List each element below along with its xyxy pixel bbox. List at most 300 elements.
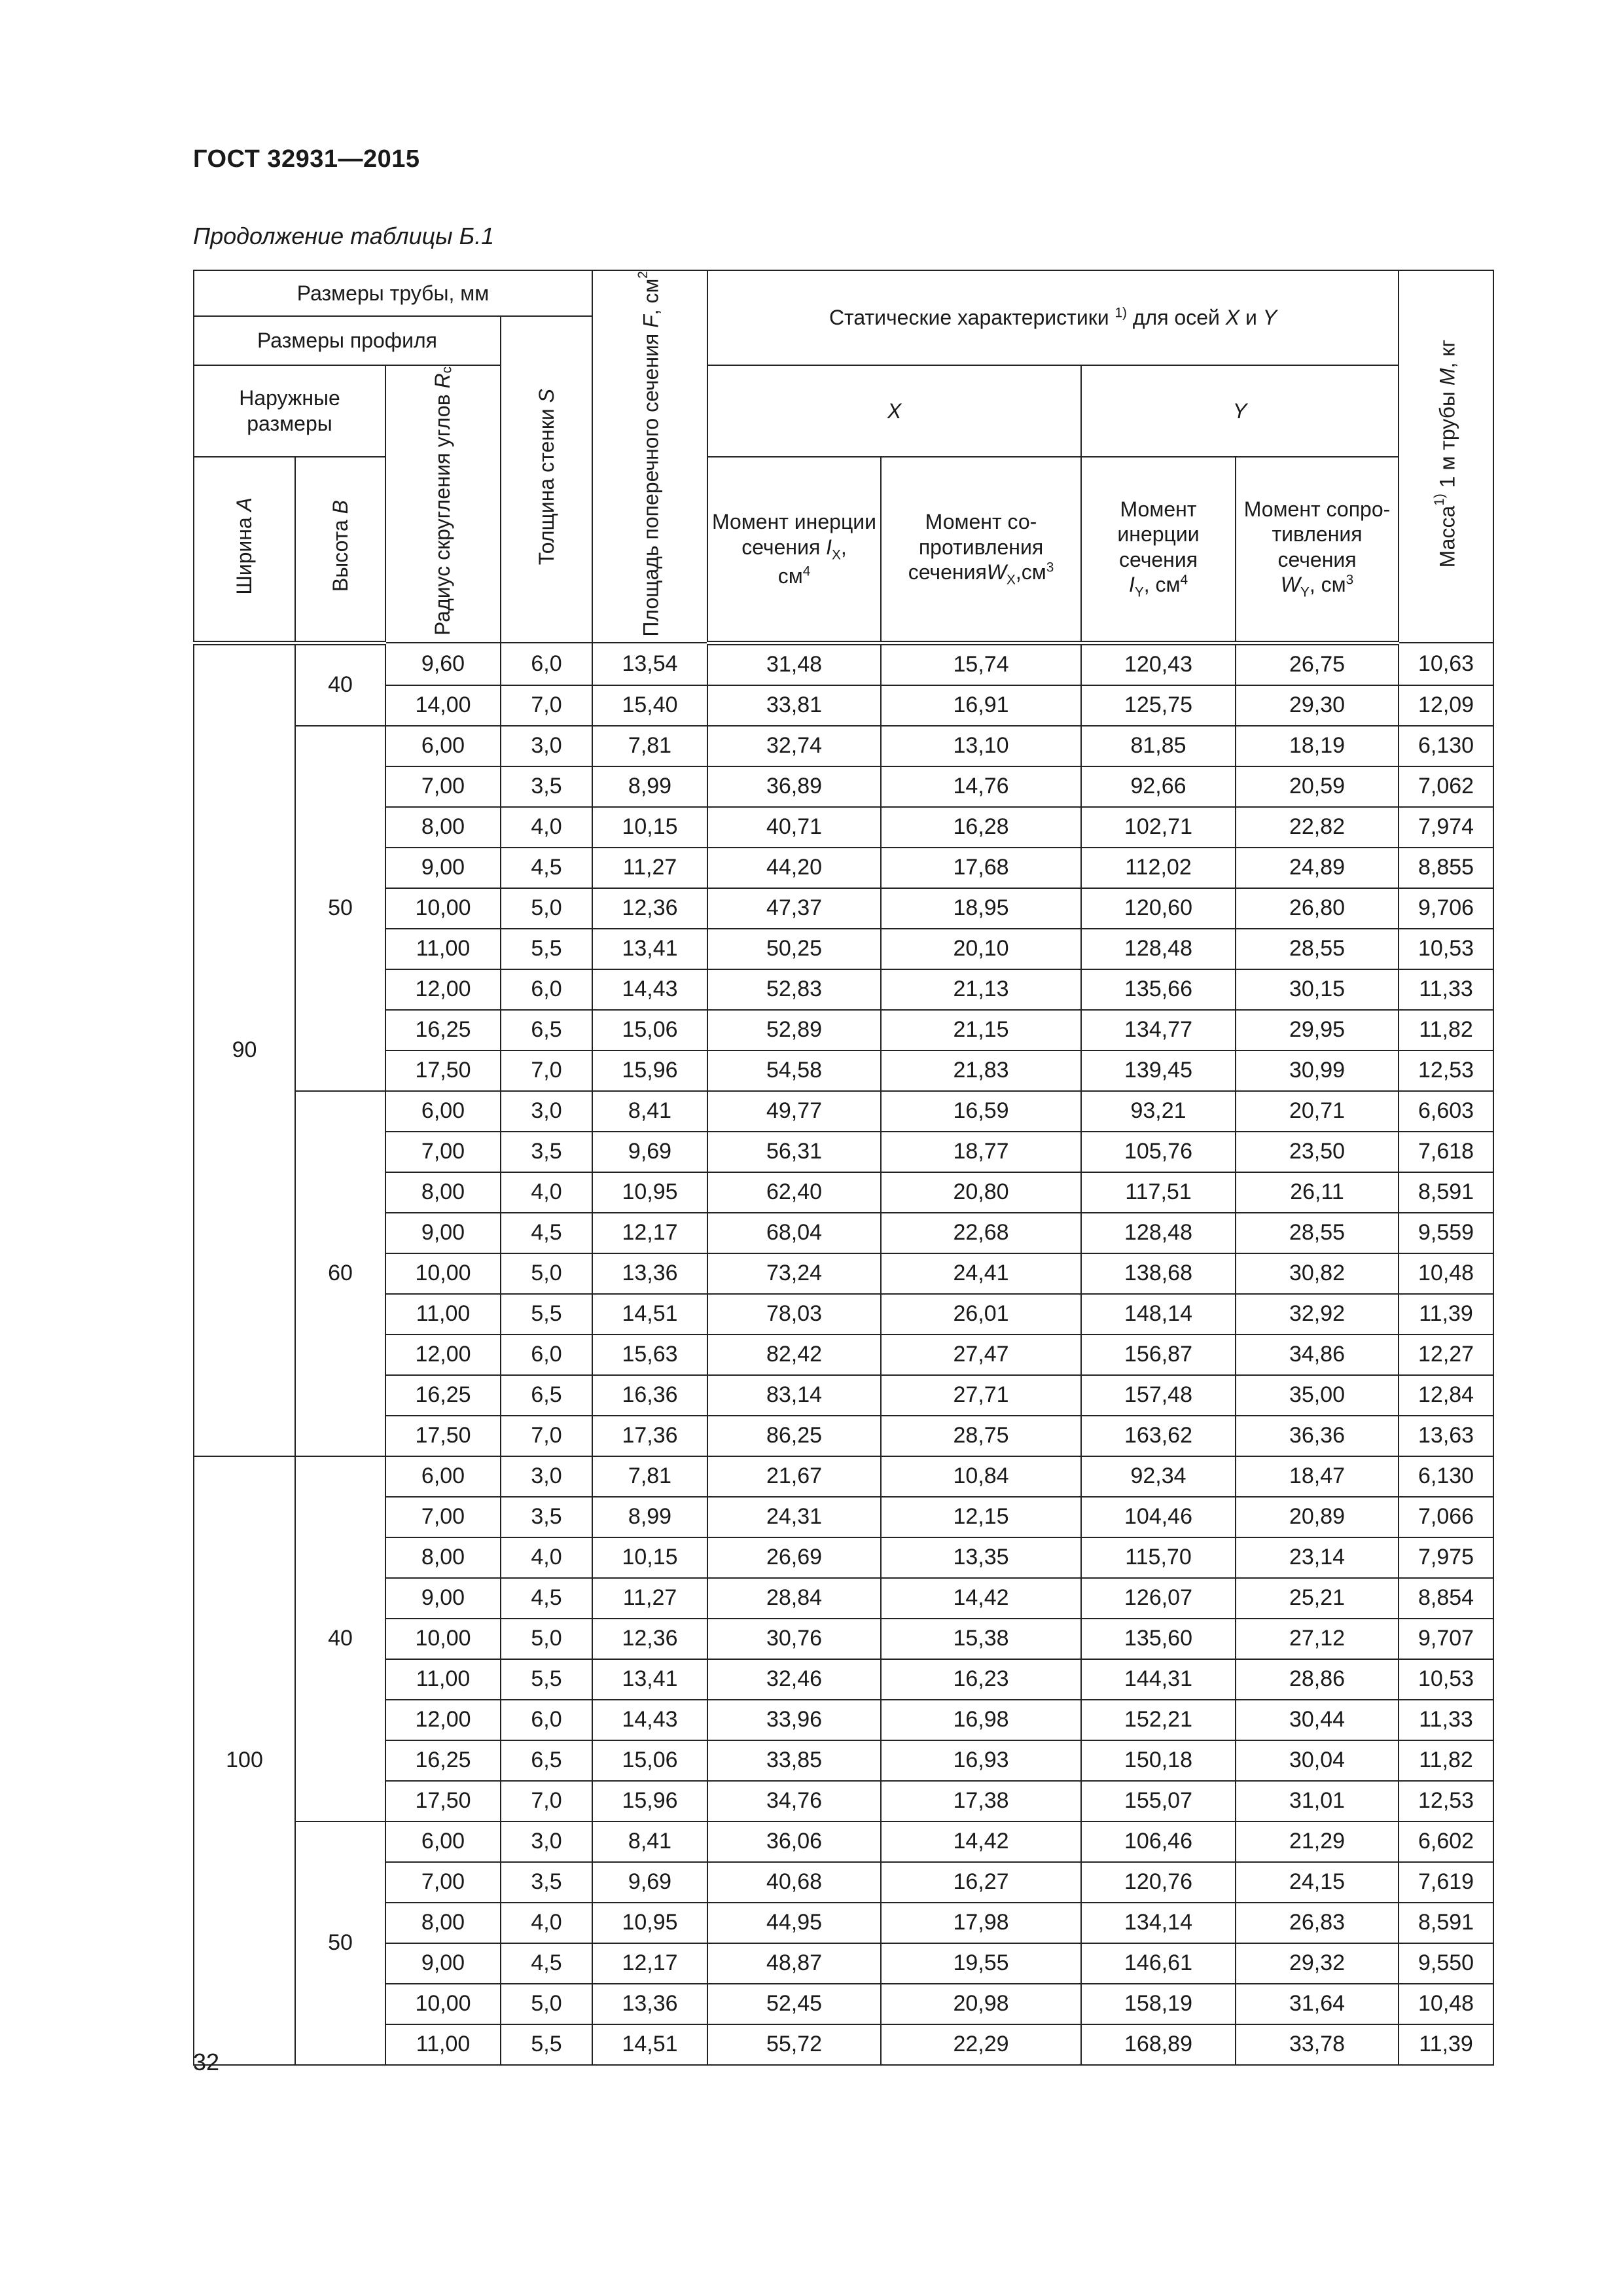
header-area: Площадь поперечного сечения F, $см^2$ [592,270,707,643]
header-resistance-y: Момент сопро-тивления сечения $W_Y$, $см^3$ [1236,457,1399,643]
inertia-x-cell: 52,83 [707,969,881,1010]
inertia-x-cell: 78,03 [707,1294,881,1335]
table-row [194,929,1493,969]
table-row [194,1903,1493,1943]
mass-cell: 13,63 [1399,1416,1493,1456]
inertia-y-cell: 112,02 [1081,848,1236,888]
radius-cell: 10,00 [385,1253,501,1294]
inertia-y-cell: 158,19 [1081,1984,1236,2024]
wall-cell: 6,5 [501,1740,592,1781]
mass-cell: 7,619 [1399,1862,1493,1903]
wall-cell: 5,0 [501,1619,592,1659]
wall-cell: 5,5 [501,929,592,969]
radius-cell: 7,00 [385,766,501,807]
area-cell: 15,40 [592,685,707,726]
table-row [194,1619,1493,1659]
table-row [194,1172,1493,1213]
inertia-x-cell: 32,74 [707,726,881,766]
wall-cell: 6,5 [501,1010,592,1050]
radius-cell: 8,00 [385,1903,501,1943]
resistance-y-cell: 30,44 [1236,1700,1399,1740]
table-row [194,1050,1493,1091]
resistance-y-cell: 29,95 [1236,1010,1399,1050]
resistance-y-cell: 26,80 [1236,888,1399,929]
table-row [194,1213,1493,1253]
mass-cell: 12,84 [1399,1375,1493,1416]
mass-cell: 11,82 [1399,1010,1493,1050]
inertia-y-cell: 105,76 [1081,1132,1236,1172]
wall-cell: 3,0 [501,726,592,766]
table-row [194,1456,1493,1497]
table-row [194,888,1493,929]
wall-cell: 6,5 [501,1375,592,1416]
resistance-y-cell: 25,21 [1236,1578,1399,1619]
radius-cell: 6,00 [385,1456,501,1497]
area-cell: 13,41 [592,929,707,969]
mass-cell: 11,33 [1399,1700,1493,1740]
mass-cell: 10,48 [1399,1253,1493,1294]
area-cell: 14,43 [592,1700,707,1740]
resistance-x-cell: 15,38 [881,1619,1081,1659]
inertia-y-cell: 115,70 [1081,1537,1236,1578]
resistance-y-cell: 20,89 [1236,1497,1399,1537]
resistance-x-cell: 14,42 [881,1821,1081,1862]
inertia-y-cell: 134,77 [1081,1010,1236,1050]
inertia-y-cell: 139,45 [1081,1050,1236,1091]
radius-cell: 9,00 [385,848,501,888]
radius-cell: 17,50 [385,1416,501,1456]
wall-cell: 3,0 [501,1821,592,1862]
wall-cell: 3,0 [501,1091,592,1132]
height-cell: 40 [295,643,385,726]
radius-cell: 8,00 [385,1537,501,1578]
resistance-x-cell: 17,38 [881,1781,1081,1821]
wall-cell: 5,5 [501,2024,592,2065]
table-row [194,1821,1493,1862]
height-cell: 50 [295,1821,385,2065]
table-row [194,1253,1493,1294]
area-cell: 15,96 [592,1050,707,1091]
resistance-y-cell: 22,82 [1236,807,1399,848]
radius-cell: 11,00 [385,2024,501,2065]
mass-cell: 11,39 [1399,1294,1493,1335]
area-cell: 13,41 [592,1659,707,1700]
radius-cell: 16,25 [385,1375,501,1416]
resistance-y-cell: 18,47 [1236,1456,1399,1497]
resistance-x-cell: 17,68 [881,848,1081,888]
wall-cell: 5,0 [501,1253,592,1294]
radius-cell: 7,00 [385,1862,501,1903]
inertia-y-cell: 134,14 [1081,1903,1236,1943]
table-row [194,643,1493,685]
area-cell: 12,17 [592,1213,707,1253]
header-mass: Масса$^{1)}$ 1 м трубы M, кг [1399,270,1493,643]
resistance-y-cell: 23,14 [1236,1537,1399,1578]
area-cell: 15,63 [592,1335,707,1375]
wall-cell: 4,5 [501,1578,592,1619]
height-cell: 50 [295,726,385,1091]
table-row [194,1091,1493,1132]
header-static-characteristics: Статические характеристики $^{1)}$ для осей X и Y [707,270,1399,365]
resistance-x-cell: 16,59 [881,1091,1081,1132]
header-inertia-x: Момент инерции сечения $I_X$, $см^4$ [707,457,881,643]
radius-cell: 16,25 [385,1010,501,1050]
inertia-x-cell: 44,95 [707,1903,881,1943]
resistance-x-cell: 16,98 [881,1700,1081,1740]
resistance-y-cell: 20,71 [1236,1091,1399,1132]
table-row [194,1294,1493,1335]
area-cell: 14,43 [592,969,707,1010]
inertia-x-cell: 33,81 [707,685,881,726]
inertia-x-cell: 44,20 [707,848,881,888]
area-cell: 7,81 [592,1456,707,1497]
area-cell: 13,36 [592,1253,707,1294]
mass-cell: 12,09 [1399,685,1493,726]
radius-cell: 7,00 [385,1132,501,1172]
inertia-y-cell: 150,18 [1081,1740,1236,1781]
resistance-x-cell: 20,80 [881,1172,1081,1213]
wall-cell: 4,0 [501,1172,592,1213]
header-wall-thickness: Толщина стенки S [501,316,592,643]
inertia-y-cell: 104,46 [1081,1497,1236,1537]
mass-cell: 10,63 [1399,643,1493,685]
radius-cell: 12,00 [385,1335,501,1375]
inertia-x-cell: 55,72 [707,2024,881,2065]
radius-cell: 8,00 [385,1172,501,1213]
resistance-x-cell: 24,41 [881,1253,1081,1294]
area-cell: 9,69 [592,1862,707,1903]
wall-cell: 4,5 [501,1213,592,1253]
area-cell: 9,69 [592,1132,707,1172]
mass-cell: 11,82 [1399,1740,1493,1781]
header-width: Ширина A [194,457,295,643]
resistance-x-cell: 26,01 [881,1294,1081,1335]
table-row [194,1335,1493,1375]
table-row [194,1862,1493,1903]
inertia-y-cell: 156,87 [1081,1335,1236,1375]
mass-cell: 7,062 [1399,766,1493,807]
resistance-x-cell: 16,93 [881,1740,1081,1781]
mass-cell: 8,591 [1399,1172,1493,1213]
table-row [194,766,1493,807]
table-row [194,1010,1493,1050]
radius-cell: 11,00 [385,929,501,969]
mass-cell: 9,550 [1399,1943,1493,1984]
wall-cell: 7,0 [501,1416,592,1456]
wall-cell: 5,0 [501,1984,592,2024]
area-cell: 14,51 [592,2024,707,2065]
inertia-x-cell: 48,87 [707,1943,881,1984]
table-row [194,1132,1493,1172]
mass-cell: 6,130 [1399,726,1493,766]
wall-cell: 3,5 [501,1497,592,1537]
table-caption: Продолжение таблицы Б.1 [193,223,495,249]
radius-cell: 12,00 [385,969,501,1010]
area-cell: 17,36 [592,1416,707,1456]
area-cell: 15,06 [592,1740,707,1781]
inertia-x-cell: 30,76 [707,1619,881,1659]
inertia-x-cell: 83,14 [707,1375,881,1416]
area-cell: 12,17 [592,1943,707,1984]
resistance-x-cell: 22,29 [881,2024,1081,2065]
resistance-x-cell: 16,91 [881,685,1081,726]
resistance-y-cell: 26,83 [1236,1903,1399,1943]
inertia-y-cell: 146,61 [1081,1943,1236,1984]
wall-cell: 6,0 [501,1700,592,1740]
area-cell: 13,36 [592,1984,707,2024]
inertia-y-cell: 168,89 [1081,2024,1236,2065]
area-cell: 8,99 [592,1497,707,1537]
mass-cell: 7,066 [1399,1497,1493,1537]
mass-cell: 7,974 [1399,807,1493,848]
standard-title: ГОСТ 32931—2015 [193,145,420,173]
resistance-y-cell: 26,75 [1236,643,1399,685]
inertia-y-cell: 138,68 [1081,1253,1236,1294]
area-cell: 15,96 [592,1781,707,1821]
table-row [194,1943,1493,1984]
inertia-y-cell: 126,07 [1081,1578,1236,1619]
resistance-y-cell: 28,55 [1236,929,1399,969]
inertia-y-cell: 102,71 [1081,807,1236,848]
resistance-y-cell: 33,78 [1236,2024,1399,2065]
table-row [194,848,1493,888]
area-cell: 11,27 [592,1578,707,1619]
area-cell: 11,27 [592,848,707,888]
resistance-y-cell: 27,12 [1236,1619,1399,1659]
radius-cell: 8,00 [385,807,501,848]
inertia-x-cell: 28,84 [707,1578,881,1619]
inertia-y-cell: 144,31 [1081,1659,1236,1700]
radius-cell: 14,00 [385,685,501,726]
inertia-y-cell: 135,66 [1081,969,1236,1010]
resistance-y-cell: 32,92 [1236,1294,1399,1335]
header-pipe-dimensions: Размеры трубы, мм [194,270,592,316]
inertia-y-cell: 93,21 [1081,1091,1236,1132]
inertia-x-cell: 68,04 [707,1213,881,1253]
header-corner-radius: Радиус скругления углов $R_с$ [385,365,501,643]
resistance-y-cell: 29,30 [1236,685,1399,726]
wall-cell: 5,0 [501,888,592,929]
inertia-x-cell: 34,76 [707,1781,881,1821]
resistance-y-cell: 30,15 [1236,969,1399,1010]
height-cell: 60 [295,1091,385,1456]
resistance-x-cell: 13,10 [881,726,1081,766]
inertia-y-cell: 120,60 [1081,888,1236,929]
height-cell: 40 [295,1456,385,1821]
resistance-x-cell: 14,42 [881,1578,1081,1619]
inertia-y-cell: 135,60 [1081,1619,1236,1659]
mass-cell: 9,706 [1399,888,1493,929]
inertia-y-cell: 152,21 [1081,1700,1236,1740]
mass-cell: 8,854 [1399,1578,1493,1619]
radius-cell: 17,50 [385,1050,501,1091]
inertia-x-cell: 32,46 [707,1659,881,1700]
radius-cell: 9,60 [385,643,501,685]
table-row [194,1375,1493,1416]
radius-cell: 10,00 [385,1984,501,2024]
area-cell: 12,36 [592,888,707,929]
resistance-x-cell: 12,15 [881,1497,1081,1537]
inertia-x-cell: 40,68 [707,1862,881,1903]
mass-cell: 11,33 [1399,969,1493,1010]
resistance-y-cell: 30,82 [1236,1253,1399,1294]
wall-cell: 3,5 [501,766,592,807]
resistance-y-cell: 36,36 [1236,1416,1399,1456]
wall-cell: 4,0 [501,807,592,848]
inertia-x-cell: 33,96 [707,1700,881,1740]
radius-cell: 16,25 [385,1740,501,1781]
resistance-x-cell: 27,71 [881,1375,1081,1416]
radius-cell: 6,00 [385,1821,501,1862]
resistance-x-cell: 14,76 [881,766,1081,807]
wall-cell: 3,5 [501,1862,592,1903]
table-row [194,1659,1493,1700]
resistance-y-cell: 28,86 [1236,1659,1399,1700]
inertia-x-cell: 47,37 [707,888,881,929]
resistance-y-cell: 34,86 [1236,1335,1399,1375]
area-cell: 16,36 [592,1375,707,1416]
inertia-x-cell: 26,69 [707,1537,881,1578]
table-row [194,2024,1493,2065]
header-outer-dimensions: Наружные размеры [194,365,385,457]
area-cell: 15,06 [592,1010,707,1050]
resistance-x-cell: 19,55 [881,1943,1081,1984]
table-row [194,1416,1493,1456]
table-row [194,726,1493,766]
wall-cell: 4,0 [501,1537,592,1578]
radius-cell: 6,00 [385,1091,501,1132]
mass-cell: 8,591 [1399,1903,1493,1943]
profile-pipe-table [193,270,1494,2066]
area-cell: 12,36 [592,1619,707,1659]
resistance-x-cell: 18,77 [881,1132,1081,1172]
wall-cell: 6,0 [501,1335,592,1375]
wall-cell: 7,0 [501,685,592,726]
radius-cell: 9,00 [385,1213,501,1253]
inertia-y-cell: 92,66 [1081,766,1236,807]
table-row [194,1497,1493,1537]
resistance-y-cell: 29,32 [1236,1943,1399,1984]
wall-cell: 7,0 [501,1781,592,1821]
resistance-y-cell: 31,64 [1236,1984,1399,2024]
radius-cell: 10,00 [385,1619,501,1659]
table-row [194,1984,1493,2024]
mass-cell: 11,39 [1399,2024,1493,2065]
inertia-y-cell: 125,75 [1081,685,1236,726]
radius-cell: 17,50 [385,1781,501,1821]
mass-cell: 12,53 [1399,1781,1493,1821]
inertia-y-cell: 128,48 [1081,1213,1236,1253]
table-body [194,643,1493,2065]
radius-cell: 12,00 [385,1700,501,1740]
area-cell: 10,15 [592,807,707,848]
table-row [194,1578,1493,1619]
resistance-y-cell: 20,59 [1236,766,1399,807]
wall-cell: 3,5 [501,1132,592,1172]
resistance-y-cell: 35,00 [1236,1375,1399,1416]
inertia-x-cell: 40,71 [707,807,881,848]
mass-cell: 12,27 [1399,1335,1493,1375]
area-cell: 13,54 [592,643,707,685]
resistance-y-cell: 31,01 [1236,1781,1399,1821]
mass-cell: 12,53 [1399,1050,1493,1091]
table-row [194,1740,1493,1781]
resistance-y-cell: 30,99 [1236,1050,1399,1091]
inertia-x-cell: 24,31 [707,1497,881,1537]
mass-cell: 7,975 [1399,1537,1493,1578]
wall-cell: 4,0 [501,1903,592,1943]
inertia-x-cell: 21,67 [707,1456,881,1497]
inertia-x-cell: 31,48 [707,643,881,685]
wall-cell: 5,5 [501,1294,592,1335]
inertia-x-cell: 82,42 [707,1335,881,1375]
mass-cell: 10,53 [1399,1659,1493,1700]
resistance-x-cell: 16,23 [881,1659,1081,1700]
inertia-x-cell: 56,31 [707,1132,881,1172]
mass-cell: 10,53 [1399,929,1493,969]
radius-cell: 6,00 [385,726,501,766]
area-cell: 10,95 [592,1903,707,1943]
mass-cell: 9,559 [1399,1213,1493,1253]
inertia-x-cell: 86,25 [707,1416,881,1456]
resistance-x-cell: 16,27 [881,1862,1081,1903]
table-row [194,807,1493,848]
header-profile-dimensions: Размеры профиля [194,316,501,365]
header-inertia-y: Момент инерции сечения $I_Y$, $см^4$ [1081,457,1236,643]
inertia-y-cell: 163,62 [1081,1416,1236,1456]
header-height: Высота B [295,457,385,643]
area-cell: 8,99 [592,766,707,807]
inertia-y-cell: 128,48 [1081,929,1236,969]
resistance-x-cell: 13,35 [881,1537,1081,1578]
width-cell: 100 [194,1456,295,2065]
radius-cell: 9,00 [385,1943,501,1984]
wall-cell: 4,5 [501,848,592,888]
resistance-y-cell: 23,50 [1236,1132,1399,1172]
area-cell: 14,51 [592,1294,707,1335]
resistance-x-cell: 21,15 [881,1010,1081,1050]
header-resistance-x: Момент со-противления $сеченияW_X,см^3$ [881,457,1081,643]
inertia-y-cell: 148,14 [1081,1294,1236,1335]
resistance-x-cell: 21,83 [881,1050,1081,1091]
inertia-x-cell: 62,40 [707,1172,881,1213]
radius-cell: 11,00 [385,1659,501,1700]
inertia-y-cell: 157,48 [1081,1375,1236,1416]
inertia-x-cell: 33,85 [707,1740,881,1781]
radius-cell: 7,00 [385,1497,501,1537]
resistance-x-cell: 20,10 [881,929,1081,969]
table-row [194,1781,1493,1821]
resistance-x-cell: 10,84 [881,1456,1081,1497]
resistance-x-cell: 27,47 [881,1335,1081,1375]
resistance-x-cell: 17,98 [881,1903,1081,1943]
inertia-x-cell: 73,24 [707,1253,881,1294]
wall-cell: 3,0 [501,1456,592,1497]
resistance-x-cell: 20,98 [881,1984,1081,2024]
resistance-x-cell: 21,13 [881,969,1081,1010]
inertia-x-cell: 36,06 [707,1821,881,1862]
wall-cell: 4,5 [501,1943,592,1984]
radius-cell: 9,00 [385,1578,501,1619]
resistance-x-cell: 18,95 [881,888,1081,929]
inertia-y-cell: 117,51 [1081,1172,1236,1213]
resistance-y-cell: 18,19 [1236,726,1399,766]
wall-cell: 7,0 [501,1050,592,1091]
area-cell: 8,41 [592,1821,707,1862]
inertia-y-cell: 120,43 [1081,643,1236,685]
table-row [194,1537,1493,1578]
mass-cell: 9,707 [1399,1619,1493,1659]
